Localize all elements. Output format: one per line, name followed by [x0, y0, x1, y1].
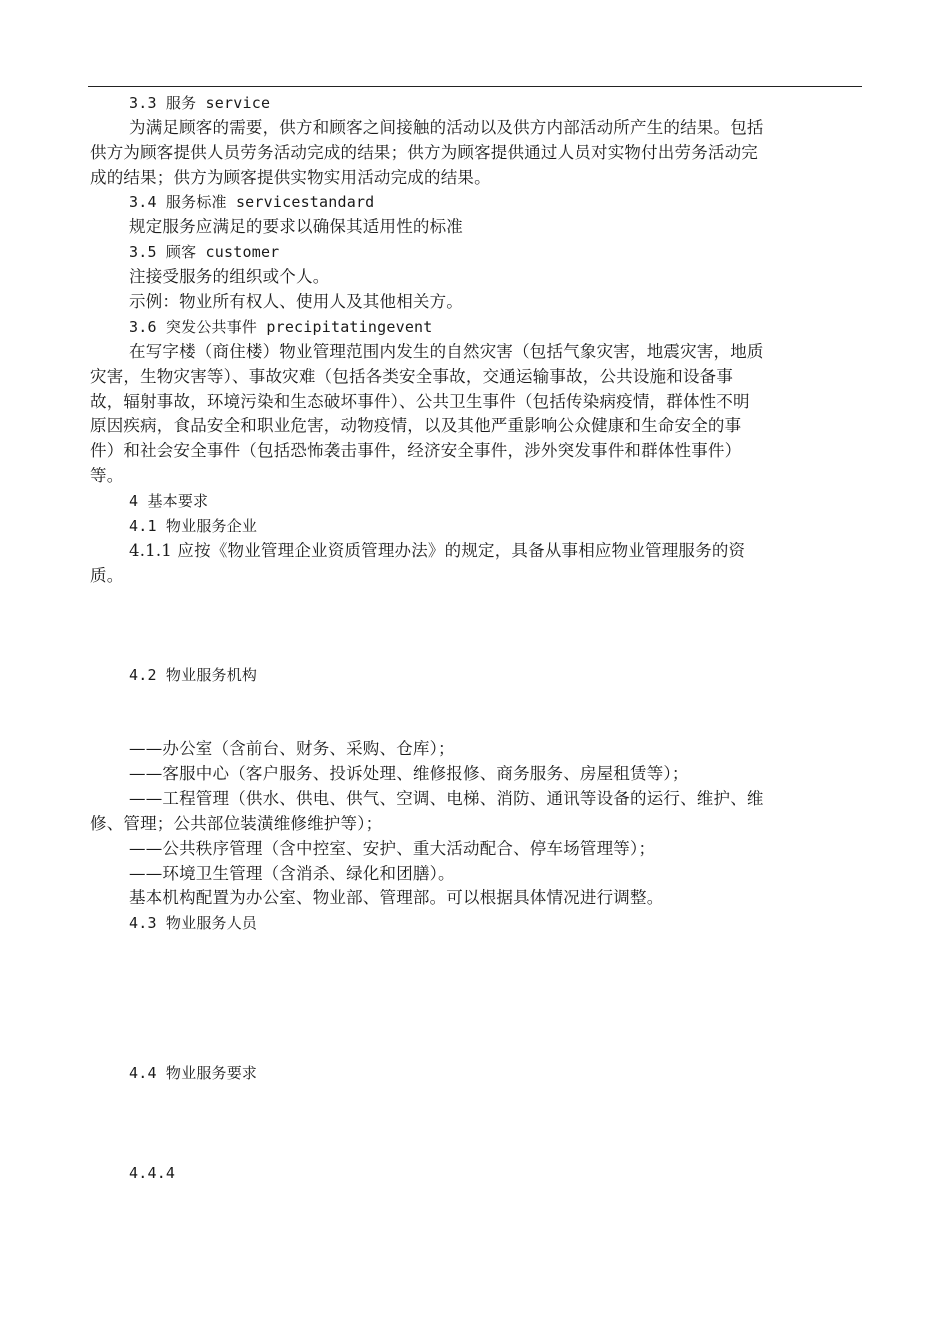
section-3-4-text: 规定服务应满足的要求以确保其适用性的标准	[129, 217, 463, 236]
org-basic-config: 基本机构配置为办公室、物业部、管理部。可以根据具体情况进行调整。	[129, 888, 664, 907]
section-3-3-heading: 3.3 服务 service	[129, 94, 271, 112]
section-4-1-1-text-line-2: 质。	[90, 566, 124, 585]
section-3-4-heading: 3.4 服务标准 servicestandard	[129, 193, 375, 211]
section-3-6-text-line-6: 等。	[90, 466, 124, 485]
section-4-2-heading: 4.2 物业服务机构	[129, 666, 258, 684]
org-item-environment: ——环境卫生管理（含消杀、绿化和团膳）。	[129, 864, 455, 883]
section-3-3-text-line-1: 为满足顾客的需要，供方和顾客之间接触的活动以及供方内部活动所产生的结果。包括	[129, 118, 764, 137]
org-item-customer-service: ——客服中心（客户服务、投诉处理、维修报修、商务服务、房屋租赁等）；	[129, 764, 689, 783]
org-item-engineering-line-1: ——工程管理（供水、供电、供气、空调、电梯、消防、通讯等设备的运行、维护、维	[129, 789, 764, 808]
section-3-6-text-line-5: 件）和社会安全事件（包括恐怖袭击事件，经济安全事件，涉外突发事件和群体性事件）	[90, 441, 742, 460]
org-item-office: ——办公室（含前台、财务、采购、仓库）；	[129, 739, 455, 758]
section-3-6-text-line-3: 故，辐射事故，环境污染和生态破坏事件）、公共卫生事件（包括传染病疫情，群体性不明	[90, 392, 750, 411]
section-3-6-text-line-4: 原因疾病，食品安全和职业危害，动物疫情，以及其他严重影响公众健康和生命安全的事	[90, 416, 742, 435]
section-3-5-heading: 3.5 顾客 customer	[129, 243, 280, 261]
section-4-1-1-text-line-1: 4.1.1 应按《物业管理企业资质管理办法》的规定，具备从事相应物业管理服务的资	[129, 541, 746, 560]
section-4-heading: 4 基本要求	[129, 492, 209, 510]
section-3-6-text-line-1: 在写字楼（商住楼）物业管理范围内发生的自然灾害（包括气象灾害，地震灾害，地质	[129, 342, 764, 361]
header-rule	[88, 86, 862, 87]
section-3-6-text-line-2: 灾害，生物灾害等）、事故灾难（包括各类安全事故，交通运输事故，公共设施和设备事	[90, 367, 734, 386]
section-4-1-heading: 4.1 物业服务企业	[129, 517, 258, 535]
section-3-5-text: 注接受服务的组织或个人。	[129, 267, 330, 286]
section-3-6-heading: 3.6 突发公共事件 precipitatingevent	[129, 318, 433, 336]
section-4-4-4-heading: 4.4.4	[129, 1164, 176, 1182]
section-4-3-heading: 4.3 物业服务人员	[129, 914, 258, 932]
section-3-3-text-line-2: 供方为顾客提供人员劳务活动完成的结果；供方为顾客提供通过人员对实物付出劳务活动完	[90, 143, 758, 162]
org-item-engineering-line-2: 修、管理；公共部位装潢维修维护等）；	[90, 814, 383, 833]
section-3-3-text-line-3: 成的结果；供方为顾客提供实物实用活动完成的结果。	[90, 168, 491, 187]
section-3-5-example: 示例：物业所有权人、使用人及其他相关方。	[129, 292, 463, 311]
org-item-public-order: ——公共秩序管理（含中控室、安护、重大活动配合、停车场管理等）；	[129, 839, 656, 858]
section-4-4-heading: 4.4 物业服务要求	[129, 1064, 258, 1082]
